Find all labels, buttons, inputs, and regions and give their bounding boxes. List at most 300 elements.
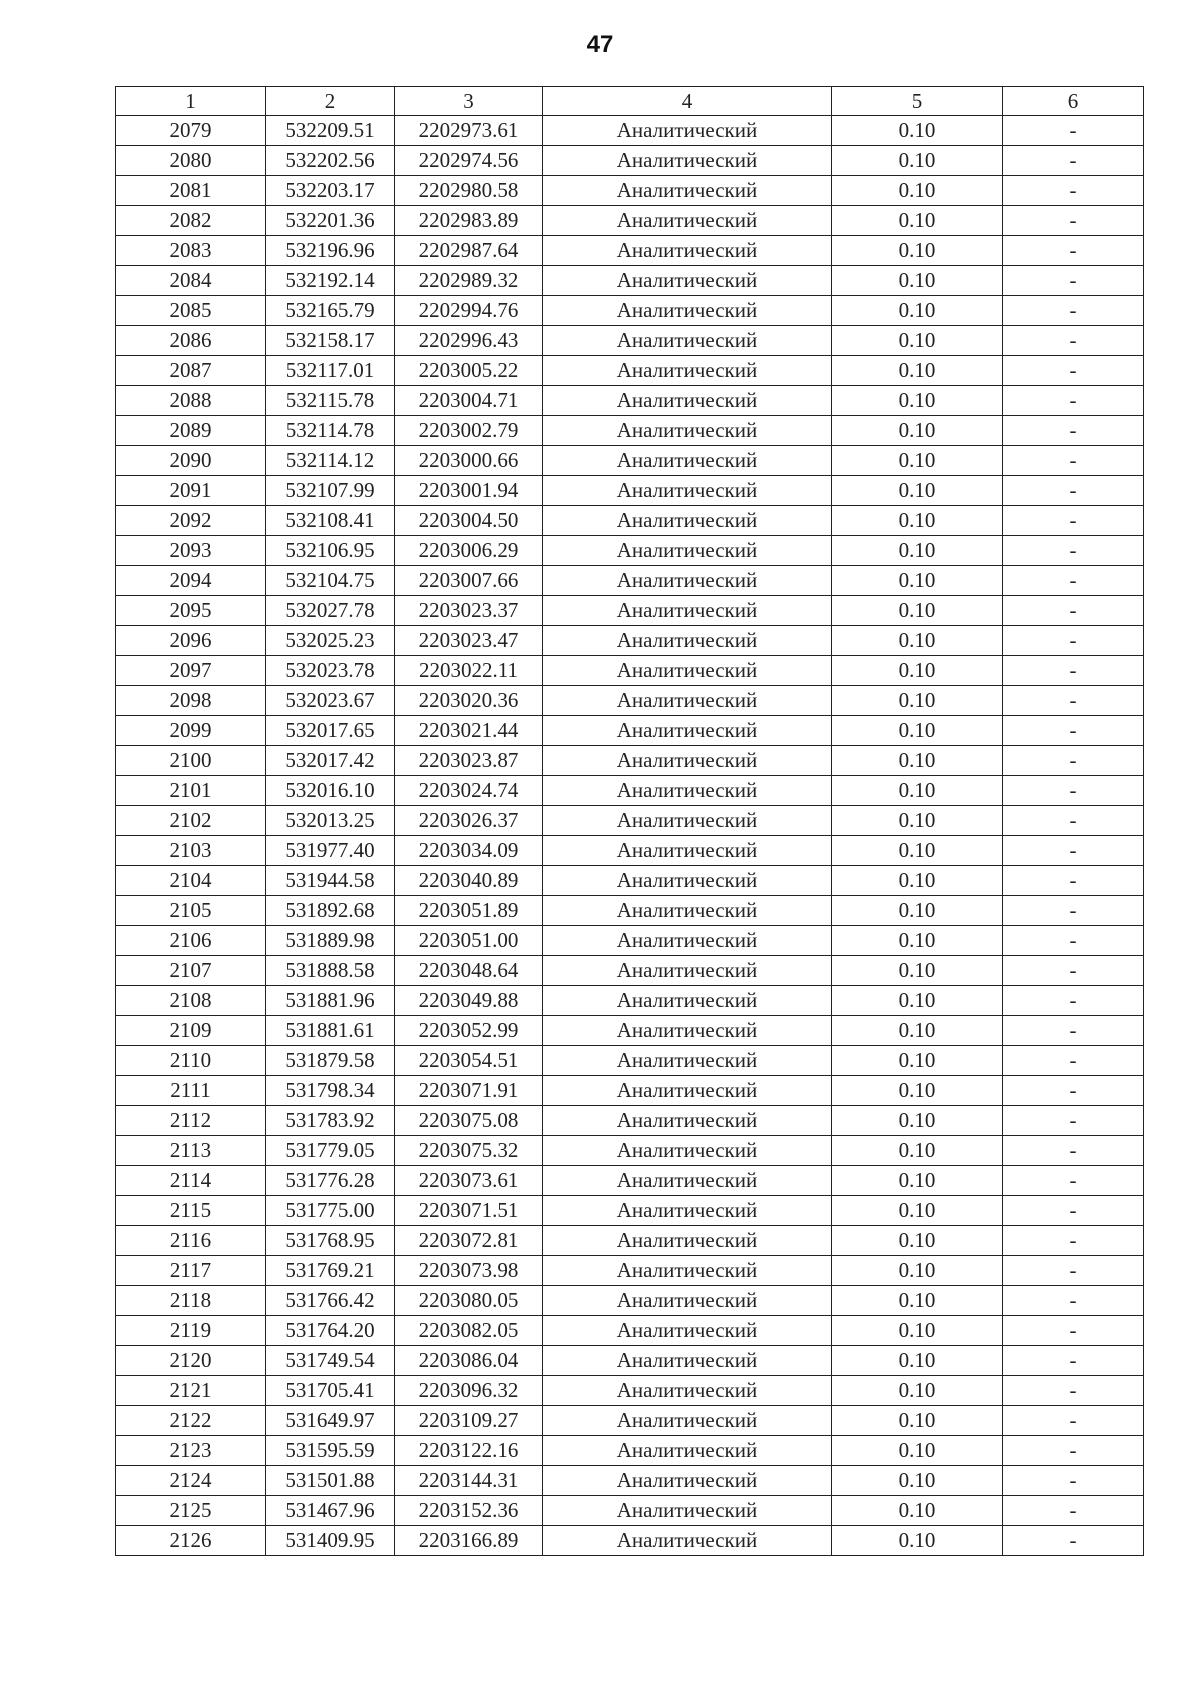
table-row	[116, 146, 1144, 176]
table-row	[116, 866, 1144, 896]
method-cell: Аналитический	[543, 1136, 832, 1166]
x-coordinate-cell: 532107.99	[266, 476, 395, 506]
method-cell: Аналитический	[543, 1376, 832, 1406]
accuracy-cell: 0.10	[832, 296, 1003, 326]
x-coordinate-cell: 531892.68	[266, 896, 395, 926]
point-number-cell: 2097	[116, 656, 266, 686]
note-cell: -	[1003, 716, 1144, 746]
method-cell: Аналитический	[543, 1016, 832, 1046]
y-coordinate-cell: 2202980.58	[395, 176, 543, 206]
accuracy-cell: 0.10	[832, 1256, 1003, 1286]
accuracy-cell: 0.10	[832, 836, 1003, 866]
accuracy-cell: 0.10	[832, 1016, 1003, 1046]
method-cell: Аналитический	[543, 1466, 832, 1496]
note-cell: -	[1003, 1166, 1144, 1196]
note-cell: -	[1003, 1286, 1144, 1316]
table-row	[116, 296, 1144, 326]
note-cell: -	[1003, 176, 1144, 206]
column-header: 5	[832, 87, 1003, 116]
table-row	[116, 746, 1144, 776]
accuracy-cell: 0.10	[832, 926, 1003, 956]
y-coordinate-cell: 2203082.05	[395, 1316, 543, 1346]
point-number-cell: 2103	[116, 836, 266, 866]
x-coordinate-cell: 532201.36	[266, 206, 395, 236]
note-cell: -	[1003, 836, 1144, 866]
note-cell: -	[1003, 116, 1144, 146]
method-cell: Аналитический	[543, 536, 832, 566]
x-coordinate-cell: 531409.95	[266, 1526, 395, 1556]
x-coordinate-cell: 531749.54	[266, 1346, 395, 1376]
x-coordinate-cell: 531768.95	[266, 1226, 395, 1256]
x-coordinate-cell: 531501.88	[266, 1466, 395, 1496]
y-coordinate-cell: 2203166.89	[395, 1526, 543, 1556]
note-cell: -	[1003, 236, 1144, 266]
x-coordinate-cell: 532203.17	[266, 176, 395, 206]
accuracy-cell: 0.10	[832, 1226, 1003, 1256]
note-cell: -	[1003, 1346, 1144, 1376]
note-cell: -	[1003, 1256, 1144, 1286]
table-row	[116, 116, 1144, 146]
table-row	[116, 1076, 1144, 1106]
method-cell: Аналитический	[543, 476, 832, 506]
table-row	[116, 896, 1144, 926]
method-cell: Аналитический	[543, 806, 832, 836]
table-row	[116, 1316, 1144, 1346]
method-cell: Аналитический	[543, 176, 832, 206]
note-cell: -	[1003, 1526, 1144, 1556]
method-cell: Аналитический	[543, 326, 832, 356]
point-number-cell: 2085	[116, 296, 266, 326]
accuracy-cell: 0.10	[832, 1106, 1003, 1136]
y-coordinate-cell: 2203073.61	[395, 1166, 543, 1196]
method-cell: Аналитический	[543, 686, 832, 716]
column-header: 4	[543, 87, 832, 116]
table-row	[116, 386, 1144, 416]
note-cell: -	[1003, 356, 1144, 386]
table-row	[116, 986, 1144, 1016]
x-coordinate-cell: 531764.20	[266, 1316, 395, 1346]
table-row	[116, 836, 1144, 866]
note-cell: -	[1003, 326, 1144, 356]
accuracy-cell: 0.10	[832, 386, 1003, 416]
table-row	[116, 1016, 1144, 1046]
table-row	[116, 1256, 1144, 1286]
accuracy-cell: 0.10	[832, 1436, 1003, 1466]
note-cell: -	[1003, 1466, 1144, 1496]
point-number-cell: 2095	[116, 596, 266, 626]
note-cell: -	[1003, 1046, 1144, 1076]
y-coordinate-cell: 2203071.91	[395, 1076, 543, 1106]
table-row	[116, 956, 1144, 986]
y-coordinate-cell: 2203040.89	[395, 866, 543, 896]
method-cell: Аналитический	[543, 716, 832, 746]
method-cell: Аналитический	[543, 1286, 832, 1316]
table-row	[116, 656, 1144, 686]
point-number-cell: 2079	[116, 116, 266, 146]
note-cell: -	[1003, 1136, 1144, 1166]
x-coordinate-cell: 531779.05	[266, 1136, 395, 1166]
table-row	[116, 1226, 1144, 1256]
point-number-cell: 2101	[116, 776, 266, 806]
point-number-cell: 2120	[116, 1346, 266, 1376]
accuracy-cell: 0.10	[832, 716, 1003, 746]
note-cell: -	[1003, 1106, 1144, 1136]
method-cell: Аналитический	[543, 1046, 832, 1076]
x-coordinate-cell: 531783.92	[266, 1106, 395, 1136]
point-number-cell: 2112	[116, 1106, 266, 1136]
note-cell: -	[1003, 776, 1144, 806]
point-number-cell: 2110	[116, 1046, 266, 1076]
table-row	[116, 1046, 1144, 1076]
y-coordinate-cell: 2203051.00	[395, 926, 543, 956]
note-cell: -	[1003, 566, 1144, 596]
accuracy-cell: 0.10	[832, 1316, 1003, 1346]
y-coordinate-cell: 2203023.87	[395, 746, 543, 776]
note-cell: -	[1003, 596, 1144, 626]
x-coordinate-cell: 532104.75	[266, 566, 395, 596]
x-coordinate-cell: 531595.59	[266, 1436, 395, 1466]
column-header: 6	[1003, 87, 1144, 116]
y-coordinate-cell: 2203071.51	[395, 1196, 543, 1226]
x-coordinate-cell: 531769.21	[266, 1256, 395, 1286]
table-row	[116, 596, 1144, 626]
accuracy-cell: 0.10	[832, 206, 1003, 236]
point-number-cell: 2102	[116, 806, 266, 836]
method-cell: Аналитический	[543, 116, 832, 146]
x-coordinate-cell: 532108.41	[266, 506, 395, 536]
x-coordinate-cell: 531977.40	[266, 836, 395, 866]
y-coordinate-cell: 2203034.09	[395, 836, 543, 866]
point-number-cell: 2087	[116, 356, 266, 386]
point-number-cell: 2094	[116, 566, 266, 596]
accuracy-cell: 0.10	[832, 776, 1003, 806]
y-coordinate-cell: 2203023.37	[395, 596, 543, 626]
x-coordinate-cell: 532209.51	[266, 116, 395, 146]
y-coordinate-cell: 2203122.16	[395, 1436, 543, 1466]
method-cell: Аналитический	[543, 1166, 832, 1196]
accuracy-cell: 0.10	[832, 1346, 1003, 1376]
method-cell: Аналитический	[543, 1436, 832, 1466]
method-cell: Аналитический	[543, 956, 832, 986]
point-number-cell: 2093	[116, 536, 266, 566]
method-cell: Аналитический	[543, 446, 832, 476]
accuracy-cell: 0.10	[832, 566, 1003, 596]
x-coordinate-cell: 531705.41	[266, 1376, 395, 1406]
y-coordinate-cell: 2203021.44	[395, 716, 543, 746]
y-coordinate-cell: 2203052.99	[395, 1016, 543, 1046]
table-row	[116, 926, 1144, 956]
x-coordinate-cell: 531881.96	[266, 986, 395, 1016]
note-cell: -	[1003, 626, 1144, 656]
y-coordinate-cell: 2203022.11	[395, 656, 543, 686]
table-row	[116, 566, 1144, 596]
method-cell: Аналитический	[543, 266, 832, 296]
y-coordinate-cell: 2202987.64	[395, 236, 543, 266]
note-cell: -	[1003, 536, 1144, 566]
method-cell: Аналитический	[543, 146, 832, 176]
table-row	[116, 1136, 1144, 1166]
note-cell: -	[1003, 1016, 1144, 1046]
point-number-cell: 2105	[116, 896, 266, 926]
x-coordinate-cell: 532117.01	[266, 356, 395, 386]
x-coordinate-cell: 531944.58	[266, 866, 395, 896]
table-row	[116, 1286, 1144, 1316]
method-cell: Аналитический	[543, 1256, 832, 1286]
note-cell: -	[1003, 1196, 1144, 1226]
accuracy-cell: 0.10	[832, 1526, 1003, 1556]
note-cell: -	[1003, 206, 1144, 236]
note-cell: -	[1003, 1376, 1144, 1406]
y-coordinate-cell: 2203002.79	[395, 416, 543, 446]
table-row	[116, 206, 1144, 236]
y-coordinate-cell: 2203072.81	[395, 1226, 543, 1256]
accuracy-cell: 0.10	[832, 1196, 1003, 1226]
accuracy-cell: 0.10	[832, 416, 1003, 446]
y-coordinate-cell: 2203001.94	[395, 476, 543, 506]
method-cell: Аналитический	[543, 506, 832, 536]
point-number-cell: 2115	[116, 1196, 266, 1226]
point-number-cell: 2084	[116, 266, 266, 296]
method-cell: Аналитический	[543, 1196, 832, 1226]
point-number-cell: 2111	[116, 1076, 266, 1106]
point-number-cell: 2116	[116, 1226, 266, 1256]
method-cell: Аналитический	[543, 206, 832, 236]
x-coordinate-cell: 531775.00	[266, 1196, 395, 1226]
y-coordinate-cell: 2203026.37	[395, 806, 543, 836]
y-coordinate-cell: 2203051.89	[395, 896, 543, 926]
table-row	[116, 1496, 1144, 1526]
x-coordinate-cell: 532192.14	[266, 266, 395, 296]
column-header: 2	[266, 87, 395, 116]
method-cell: Аналитический	[543, 416, 832, 446]
x-coordinate-cell: 531649.97	[266, 1406, 395, 1436]
accuracy-cell: 0.10	[832, 446, 1003, 476]
point-number-cell: 2089	[116, 416, 266, 446]
method-cell: Аналитический	[543, 1076, 832, 1106]
point-number-cell: 2091	[116, 476, 266, 506]
method-cell: Аналитический	[543, 1496, 832, 1526]
note-cell: -	[1003, 986, 1144, 1016]
point-number-cell: 2107	[116, 956, 266, 986]
accuracy-cell: 0.10	[832, 1076, 1003, 1106]
note-cell: -	[1003, 446, 1144, 476]
y-coordinate-cell: 2203000.66	[395, 446, 543, 476]
accuracy-cell: 0.10	[832, 596, 1003, 626]
point-number-cell: 2082	[116, 206, 266, 236]
x-coordinate-cell: 531467.96	[266, 1496, 395, 1526]
method-cell: Аналитический	[543, 596, 832, 626]
note-cell: -	[1003, 416, 1144, 446]
x-coordinate-cell: 531888.58	[266, 956, 395, 986]
point-number-cell: 2081	[116, 176, 266, 206]
point-number-cell: 2098	[116, 686, 266, 716]
point-number-cell: 2090	[116, 446, 266, 476]
x-coordinate-cell: 532196.96	[266, 236, 395, 266]
method-cell: Аналитический	[543, 386, 832, 416]
note-cell: -	[1003, 1076, 1144, 1106]
x-coordinate-cell: 532023.78	[266, 656, 395, 686]
page-number: 47	[586, 31, 614, 58]
point-number-cell: 2121	[116, 1376, 266, 1406]
x-coordinate-cell: 532027.78	[266, 596, 395, 626]
y-coordinate-cell: 2203096.32	[395, 1376, 543, 1406]
accuracy-cell: 0.10	[832, 896, 1003, 926]
note-cell: -	[1003, 746, 1144, 776]
table-row	[116, 1376, 1144, 1406]
point-number-cell: 2114	[116, 1166, 266, 1196]
point-number-cell: 2083	[116, 236, 266, 266]
x-coordinate-cell: 531798.34	[266, 1076, 395, 1106]
method-cell: Аналитический	[543, 236, 832, 266]
y-coordinate-cell: 2203004.71	[395, 386, 543, 416]
y-coordinate-cell: 2203144.31	[395, 1466, 543, 1496]
table-row	[116, 1436, 1144, 1466]
x-coordinate-cell: 532165.79	[266, 296, 395, 326]
y-coordinate-cell: 2203023.47	[395, 626, 543, 656]
accuracy-cell: 0.10	[832, 1286, 1003, 1316]
y-coordinate-cell: 2203005.22	[395, 356, 543, 386]
note-cell: -	[1003, 896, 1144, 926]
method-cell: Аналитический	[543, 626, 832, 656]
x-coordinate-cell: 532013.25	[266, 806, 395, 836]
accuracy-cell: 0.10	[832, 806, 1003, 836]
method-cell: Аналитический	[543, 776, 832, 806]
point-number-cell: 2092	[116, 506, 266, 536]
accuracy-cell: 0.10	[832, 1166, 1003, 1196]
coordinates-table	[115, 86, 1144, 1556]
y-coordinate-cell: 2203007.66	[395, 566, 543, 596]
accuracy-cell: 0.10	[832, 266, 1003, 296]
point-number-cell: 2108	[116, 986, 266, 1016]
x-coordinate-cell: 532114.78	[266, 416, 395, 446]
point-number-cell: 2118	[116, 1286, 266, 1316]
y-coordinate-cell: 2203004.50	[395, 506, 543, 536]
method-cell: Аналитический	[543, 866, 832, 896]
accuracy-cell: 0.10	[832, 146, 1003, 176]
table-row	[116, 1106, 1144, 1136]
y-coordinate-cell: 2202996.43	[395, 326, 543, 356]
y-coordinate-cell: 2203024.74	[395, 776, 543, 806]
table-row	[116, 626, 1144, 656]
table-row	[116, 1406, 1144, 1436]
y-coordinate-cell: 2202994.76	[395, 296, 543, 326]
method-cell: Аналитический	[543, 926, 832, 956]
accuracy-cell: 0.10	[832, 1496, 1003, 1526]
note-cell: -	[1003, 1316, 1144, 1346]
table-row	[116, 266, 1144, 296]
x-coordinate-cell: 531889.98	[266, 926, 395, 956]
point-number-cell: 2122	[116, 1406, 266, 1436]
accuracy-cell: 0.10	[832, 1406, 1003, 1436]
method-cell: Аналитический	[543, 1106, 832, 1136]
table-row	[116, 686, 1144, 716]
y-coordinate-cell: 2203048.64	[395, 956, 543, 986]
note-cell: -	[1003, 296, 1144, 326]
note-cell: -	[1003, 686, 1144, 716]
point-number-cell: 2100	[116, 746, 266, 776]
note-cell: -	[1003, 1226, 1144, 1256]
y-coordinate-cell: 2203109.27	[395, 1406, 543, 1436]
header-row	[116, 87, 1144, 116]
x-coordinate-cell: 531766.42	[266, 1286, 395, 1316]
table-row	[116, 506, 1144, 536]
accuracy-cell: 0.10	[832, 866, 1003, 896]
y-coordinate-cell: 2202973.61	[395, 116, 543, 146]
point-number-cell: 2088	[116, 386, 266, 416]
accuracy-cell: 0.10	[832, 656, 1003, 686]
method-cell: Аналитический	[543, 1526, 832, 1556]
x-coordinate-cell: 532023.67	[266, 686, 395, 716]
method-cell: Аналитический	[543, 296, 832, 326]
x-coordinate-cell: 532106.95	[266, 536, 395, 566]
accuracy-cell: 0.10	[832, 1136, 1003, 1166]
y-coordinate-cell: 2203020.36	[395, 686, 543, 716]
table-body	[116, 116, 1144, 1556]
table-row	[116, 1166, 1144, 1196]
note-cell: -	[1003, 1436, 1144, 1466]
accuracy-cell: 0.10	[832, 116, 1003, 146]
table-row	[116, 326, 1144, 356]
method-cell: Аналитический	[543, 356, 832, 386]
accuracy-cell: 0.10	[832, 236, 1003, 266]
point-number-cell: 2125	[116, 1496, 266, 1526]
note-cell: -	[1003, 266, 1144, 296]
point-number-cell: 2124	[116, 1466, 266, 1496]
y-coordinate-cell: 2203080.05	[395, 1286, 543, 1316]
y-coordinate-cell: 2203152.36	[395, 1496, 543, 1526]
y-coordinate-cell: 2203049.88	[395, 986, 543, 1016]
point-number-cell: 2080	[116, 146, 266, 176]
table-row	[116, 806, 1144, 836]
point-number-cell: 2123	[116, 1436, 266, 1466]
y-coordinate-cell: 2202989.32	[395, 266, 543, 296]
note-cell: -	[1003, 476, 1144, 506]
note-cell: -	[1003, 386, 1144, 416]
accuracy-cell: 0.10	[832, 986, 1003, 1016]
y-coordinate-cell: 2203054.51	[395, 1046, 543, 1076]
accuracy-cell: 0.10	[832, 626, 1003, 656]
table-row	[116, 446, 1144, 476]
method-cell: Аналитический	[543, 566, 832, 596]
accuracy-cell: 0.10	[832, 686, 1003, 716]
x-coordinate-cell: 531881.61	[266, 1016, 395, 1046]
method-cell: Аналитический	[543, 656, 832, 686]
column-header: 1	[116, 87, 266, 116]
table-row	[116, 536, 1144, 566]
table-row	[116, 776, 1144, 806]
note-cell: -	[1003, 806, 1144, 836]
point-number-cell: 2086	[116, 326, 266, 356]
accuracy-cell: 0.10	[832, 1046, 1003, 1076]
accuracy-cell: 0.10	[832, 1376, 1003, 1406]
point-number-cell: 2099	[116, 716, 266, 746]
method-cell: Аналитический	[543, 836, 832, 866]
accuracy-cell: 0.10	[832, 176, 1003, 206]
accuracy-cell: 0.10	[832, 356, 1003, 386]
x-coordinate-cell: 532025.23	[266, 626, 395, 656]
table-row	[116, 176, 1144, 206]
note-cell: -	[1003, 506, 1144, 536]
table-row	[116, 1346, 1144, 1376]
y-coordinate-cell: 2203073.98	[395, 1256, 543, 1286]
x-coordinate-cell: 532016.10	[266, 776, 395, 806]
accuracy-cell: 0.10	[832, 536, 1003, 566]
x-coordinate-cell: 531776.28	[266, 1166, 395, 1196]
note-cell: -	[1003, 1406, 1144, 1436]
x-coordinate-cell: 532158.17	[266, 326, 395, 356]
table-header	[116, 87, 1144, 116]
y-coordinate-cell: 2202974.56	[395, 146, 543, 176]
